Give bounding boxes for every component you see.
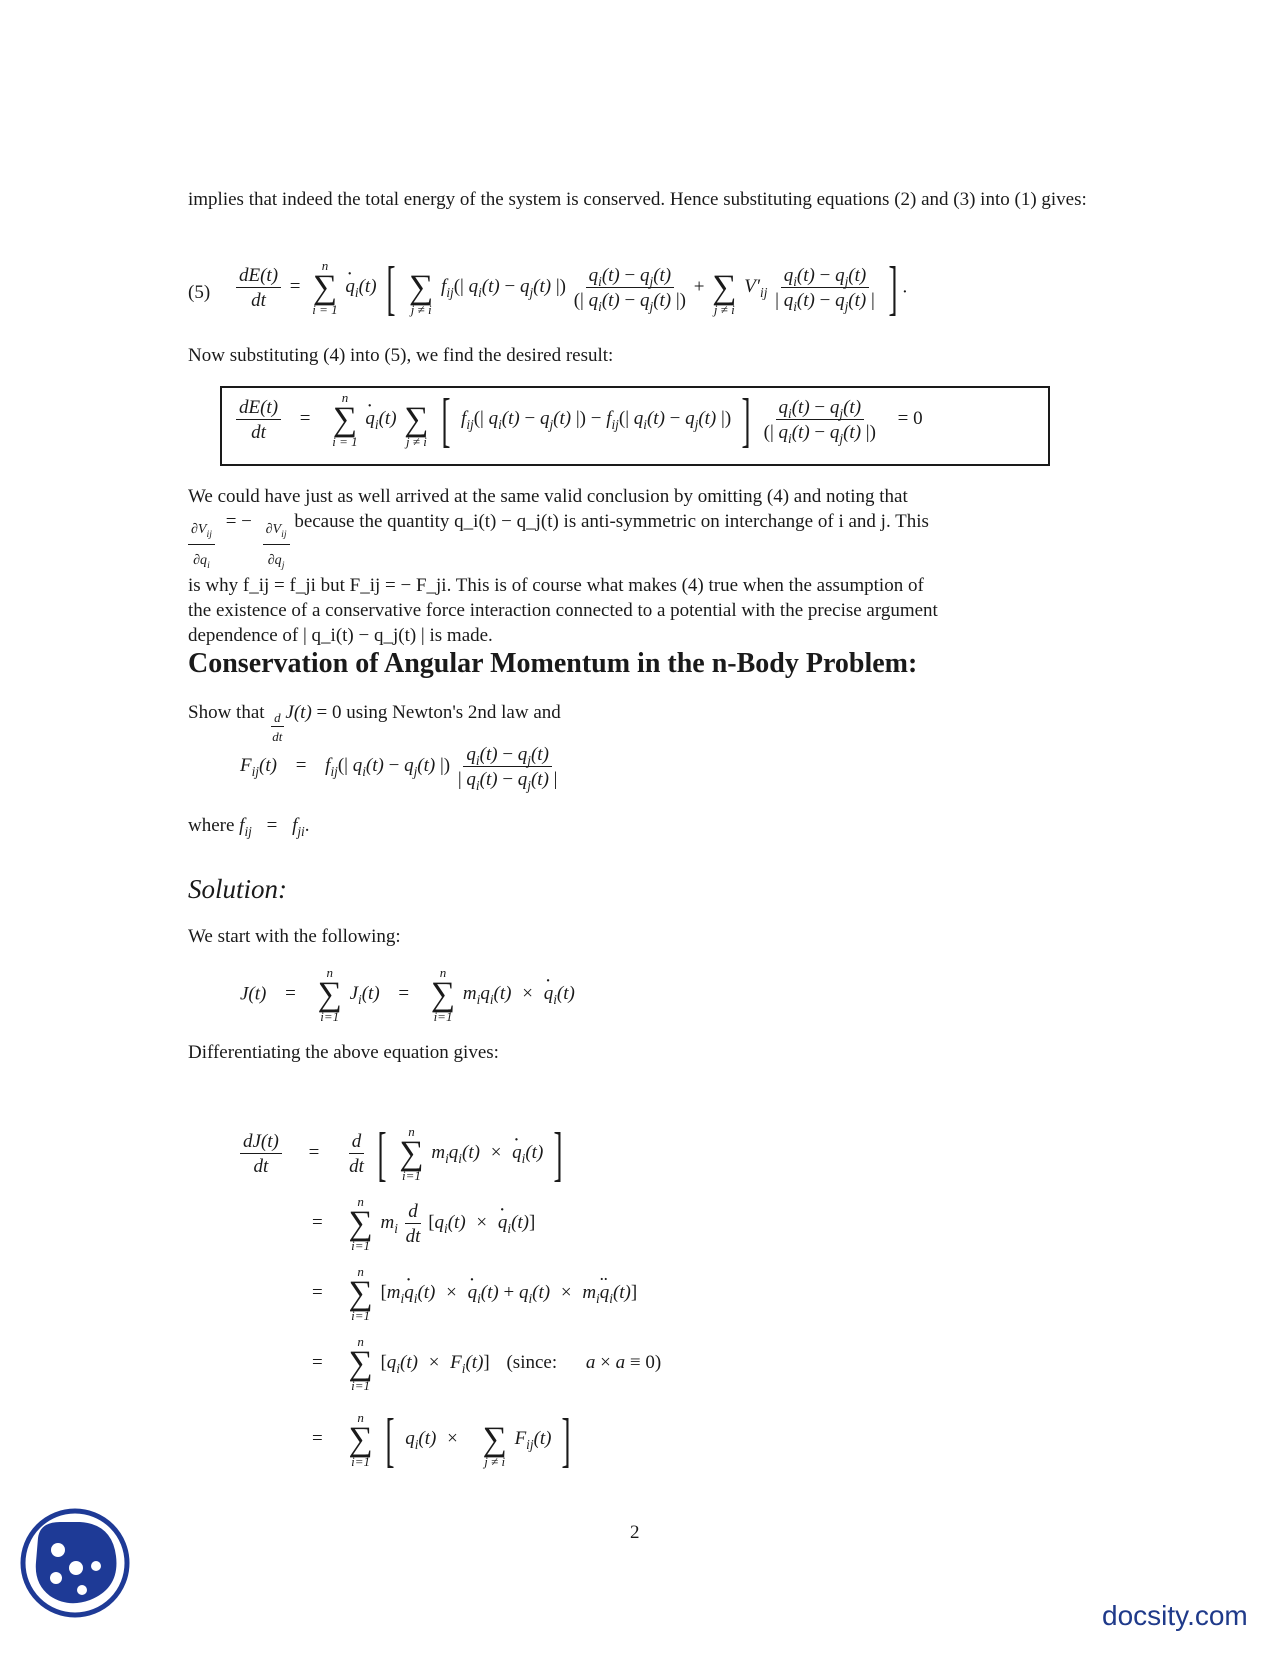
start-paragraph: We start with the following: (188, 926, 401, 947)
problem-text-after: using Newton's 2nd law and (346, 702, 561, 723)
derivation-line-3: = n ∑ i=1 [$m_i\cdot q_i(t)$ × · $q_i(t) + q_i(t) \times m_i\cdot\cdot q_i(t)$] (312, 1265, 637, 1323)
diff-paragraph: Differentiating the above equation gives: (188, 1042, 499, 1063)
derivation-line-1: $\frac{dJ(t)}{dt}$ = $\frac{d}{dt}$ [ n ∑ i=1 $m_iq_i(t)$ × · $q_i(t)$ ] (240, 1124, 568, 1184)
eq5-label: (5) (188, 282, 211, 303)
remark-line-4: the existence of a conservative force interaction connected to a potential with the precise argument (188, 600, 938, 621)
derivation-line-2: = n ∑ i=1 $m_i$ $\frac{d}{dt}$ [$q_i(t)$ × · $q_i(t)$] (312, 1195, 535, 1253)
section-heading: Conservation of Angular Momentum in the n-Body Problem: (188, 648, 918, 679)
force-definition: $F_{ij}(t) = f_{ij}(|$ $q_i(t) - q_j(t)$ |) $\frac{q_i(t) - q_j(t)}{| q_i(t) - q_j(t) |}$ (240, 744, 558, 793)
derivation-line-5: = n ∑ i=1 [ $q_i(t)$ × ∑ j ≠ i $F_{ij}(t)$ ] (312, 1407, 571, 1473)
remark-line-5: dependence of | q_i(t) − q_j(t) | is made. (188, 625, 493, 646)
remark-paragraph: We could have just as well arrived at the same valid conclusion by omitting (4) and noting that $\frac{\partial V_{ij}}{\partial q_i}$ = − $\frac{\partial V_{ij}}{\partial q_j}$ because the quantity q_i(t) − q_j(t) is anti-symmetric on interchange of i and j. This is why f_ij = f_ji but F_ij = − F_ji. This is of course what makes (4) true when the assumption of the existence of a conservative force interaction connected to a potential with the precise argument dependence of | q_i(t) − q_j(t) | is made. (188, 486, 938, 646)
where-clause: where $f_{ij} = f_{ji}$. (188, 815, 310, 839)
where-text: where (188, 815, 235, 836)
equation-5: $\frac{dE(t)}{dt}$ = n ∑ i = 1 · $q_i(t)$ [ ∑ j ≠ i $f_{ij}(|$ $q_i(t) - q_j(t)$ |) $\frac{q_i(t) - q_j(t)}{(| q_i(t) - q_j(t) |)}$ + ∑ j ≠ i $V'_{ij}$ $\frac{q_i(t) - q_j(t)}{| q_i(t) - q_j(t) |}$ ] . (236, 258, 907, 318)
docsity-logo-icon (20, 1508, 130, 1618)
problem-text-before: Show that (188, 702, 265, 723)
intro-paragraph: implies that indeed the total energy of the system is conserved. Hence substituting equations (2) and (3) into (1) gives: (188, 189, 1087, 210)
angular-momentum-definition: J(t) = n ∑ i=1 $J_i(t)$ = n ∑ i=1 $m_iq_i(t)$ × · $q_i(t)$ (240, 966, 575, 1024)
page-number: 2 (630, 1522, 640, 1543)
derivation-line-4: = n ∑ i=1 $[q_i(t) \times F_i(t)]$ (since: a × a ≡ 0) (312, 1334, 662, 1393)
boxed-rhs: = 0 (897, 408, 923, 430)
remark-line-3: is why f_ij = f_ji but F_ij = − F_ji. This is of course what makes (4) true when the assumption of (188, 575, 924, 596)
brand-link[interactable]: docsity.com (1102, 1600, 1248, 1631)
remark-line-2: because the quantity q_i(t) − q_j(t) is anti-symmetric on interchange of i and j. This (294, 511, 929, 532)
solution-heading: Solution: (188, 874, 287, 904)
remark-line-1: We could have just as well arrived at the same valid conclusion by omitting (4) and noting that (188, 486, 908, 507)
after-eq5-paragraph: Now substituting (4) into (5), we find the desired result: (188, 345, 614, 366)
problem-statement: Show that $\frac{d}{dt}$ J(t) = 0 using Newton's 2nd law and (188, 702, 561, 744)
boxed-equation: $\frac{dE(t)}{dt}$ = n ∑ i = 1 · $q_i(t)$ ∑ j ≠ i [ $f_{ij}(|$ $q_i(t) - q_j(t)$ |) − $f_{ij}(|$ $q_i(t) - q_j(t)$ |) ] $\frac{q_i(t) - q_j(t)}{(| q_i(t) - q_j(t) |)}$ = 0 (236, 390, 923, 450)
since-text: (since: (506, 1352, 558, 1374)
